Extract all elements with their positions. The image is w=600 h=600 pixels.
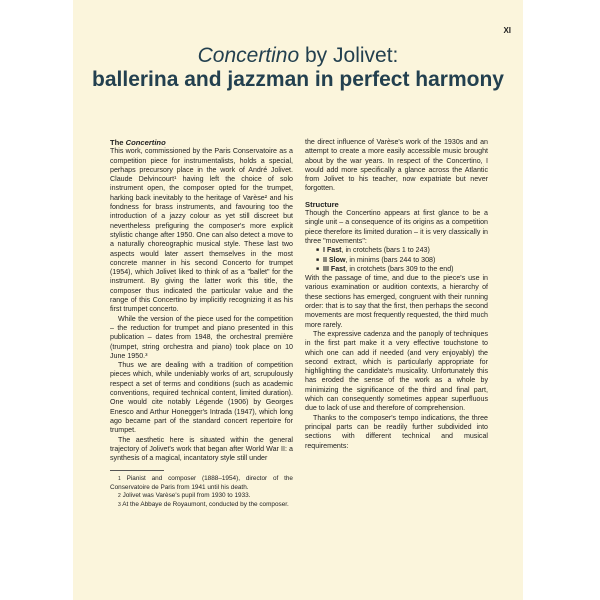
- paragraph: The aesthetic here is situated within the general trajectory of Jolivet's work that began after World War II: a synthesis of a magical, incantatory style still under: [110, 435, 293, 463]
- paragraph: The expressive cadenza and the panoply of techniques in the first part make it a very effective touchstone to which one can add if needed (and very enjoyably) the second extract, which is particularly appropriate for highlighting the candidate's musicality. Unfortunately this has eroded the sense of the work as a whole by minimizing the significance of the third and final part, which can consequently sometimes appear superfluous due to lack of use and therefore of comprehension.: [305, 329, 488, 413]
- paragraph: Thanks to the composer's tempo indications, the three principal parts can be readily further subdivided into sections with different technical and musical requirements:: [305, 413, 488, 450]
- movement-label: III Fast: [323, 264, 346, 273]
- list-item: [323, 265, 488, 274]
- title-rest: by Jolivet:: [299, 44, 399, 67]
- list-item: [323, 246, 488, 255]
- section-heading-concertino: [110, 138, 293, 147]
- footnote: [110, 492, 293, 500]
- section-heading-structure: Structure: [305, 199, 339, 209]
- paragraph: Though the Concertino appears at first glance to be a single unit – a consequence of its origins as a competition piece therefore its limited duration – it is very classically in three "movements":: [305, 209, 488, 245]
- paragraph: While the version of the piece used for the competition – the reduction for trumpet and piano presented in this publication – dates from 1948, the orchestral première (trumpet, string orchestra and piano) took place on 10 June 1950.³: [110, 314, 293, 360]
- paragraph: This work, commissioned by the Paris Conservatoire as a competition piece for instrumentalists, holds a special, perhaps precursory place in the work of André Jolivet. Claude Delvincourt¹ having left the choice of solo instrument open, the composer opted for the trumpet, harking back inevitably to the heritage of Varèse² and his fondness for brass instruments, and favouring too the introduction of a jazzy colour as yet still discreet but nevertheless prefiguring the composer's more explicit stylistic change after 1950. One can also detect a move to a naturally choreographic musical style. These last two aspects would later assert themselves in the most concrete manner in his second Concerto for trumpet (1954), which Jolivet liked to think of as a "ballet" for the instrument. By giving the latter work this title, the composer thus indicated the particular value and the range of this Concertino by implicitly recognizing it as his first trumpet concerto.: [110, 147, 293, 314]
- footnote-number: 2: [118, 493, 121, 500]
- paragraph: With the passage of time, and due to the piece's use in various examination or audition contexts, a hierarchy of these sections has emerged, congruent with their running order: that is to say that the first, then perhaps the second movements are most frequently requested, the third much more rarely.: [305, 274, 488, 329]
- movement-list: [305, 246, 488, 274]
- footnote: [110, 475, 293, 492]
- paragraph: Thus we are dealing with a tradition of competition pieces which, while undeniably works of art, scrupulously respect a set of terms and conditions (such as academic conventions, required technical content, limited duration). One would cite notably Légende (1906) by Georges Enesco and Arthur Honegger's Intrada (1947), which long ago became part of the standard concert repertoire for trumpet.: [110, 361, 293, 435]
- footnote-number: 3: [118, 501, 121, 508]
- page-number: XI: [503, 26, 511, 35]
- title-italic: Concertino: [197, 44, 300, 67]
- heading-prefix: The: [110, 138, 126, 147]
- movement-text: , in crotchets (bars 309 to the end): [345, 264, 454, 273]
- heading-italic: Concertino: [125, 138, 166, 147]
- movement-text: , in crotchets (bars 1 to 243): [341, 246, 430, 255]
- footnote: [110, 501, 293, 509]
- title-line-1: [73, 44, 523, 68]
- footnote-text: Pianist and composer (1888–1954), director of the Conservatoire de Paris from 1941 until his death.: [110, 475, 293, 491]
- movement-label: I Fast: [323, 246, 342, 255]
- footnote-divider: [110, 470, 164, 471]
- title-line-2: ballerina and jazzman in perfect harmony: [92, 68, 504, 91]
- right-column: [305, 138, 488, 451]
- list-item: [323, 256, 488, 265]
- movement-label: II Slow: [323, 255, 346, 264]
- footnote-text: Jolivet was Varèse's pupil from 1930 to 1933.: [122, 492, 251, 500]
- footnote-number: 1: [118, 476, 121, 483]
- movement-text: , in minims (bars 244 to 308): [345, 255, 436, 264]
- paragraph: the direct influence of Varèse's work of the 1930s and an attempt to create a more easily accessible music brought about by the war years. In respect of the Concertino, I would add more specifically a glance across the Atlantic from Jolivet to his teacher, now expatriate but never forgotten.: [305, 138, 488, 193]
- left-column: [110, 138, 293, 509]
- footnote-text: At the Abbaye de Royaumont, conducted by the composer.: [122, 500, 289, 508]
- document-page: [73, 0, 523, 600]
